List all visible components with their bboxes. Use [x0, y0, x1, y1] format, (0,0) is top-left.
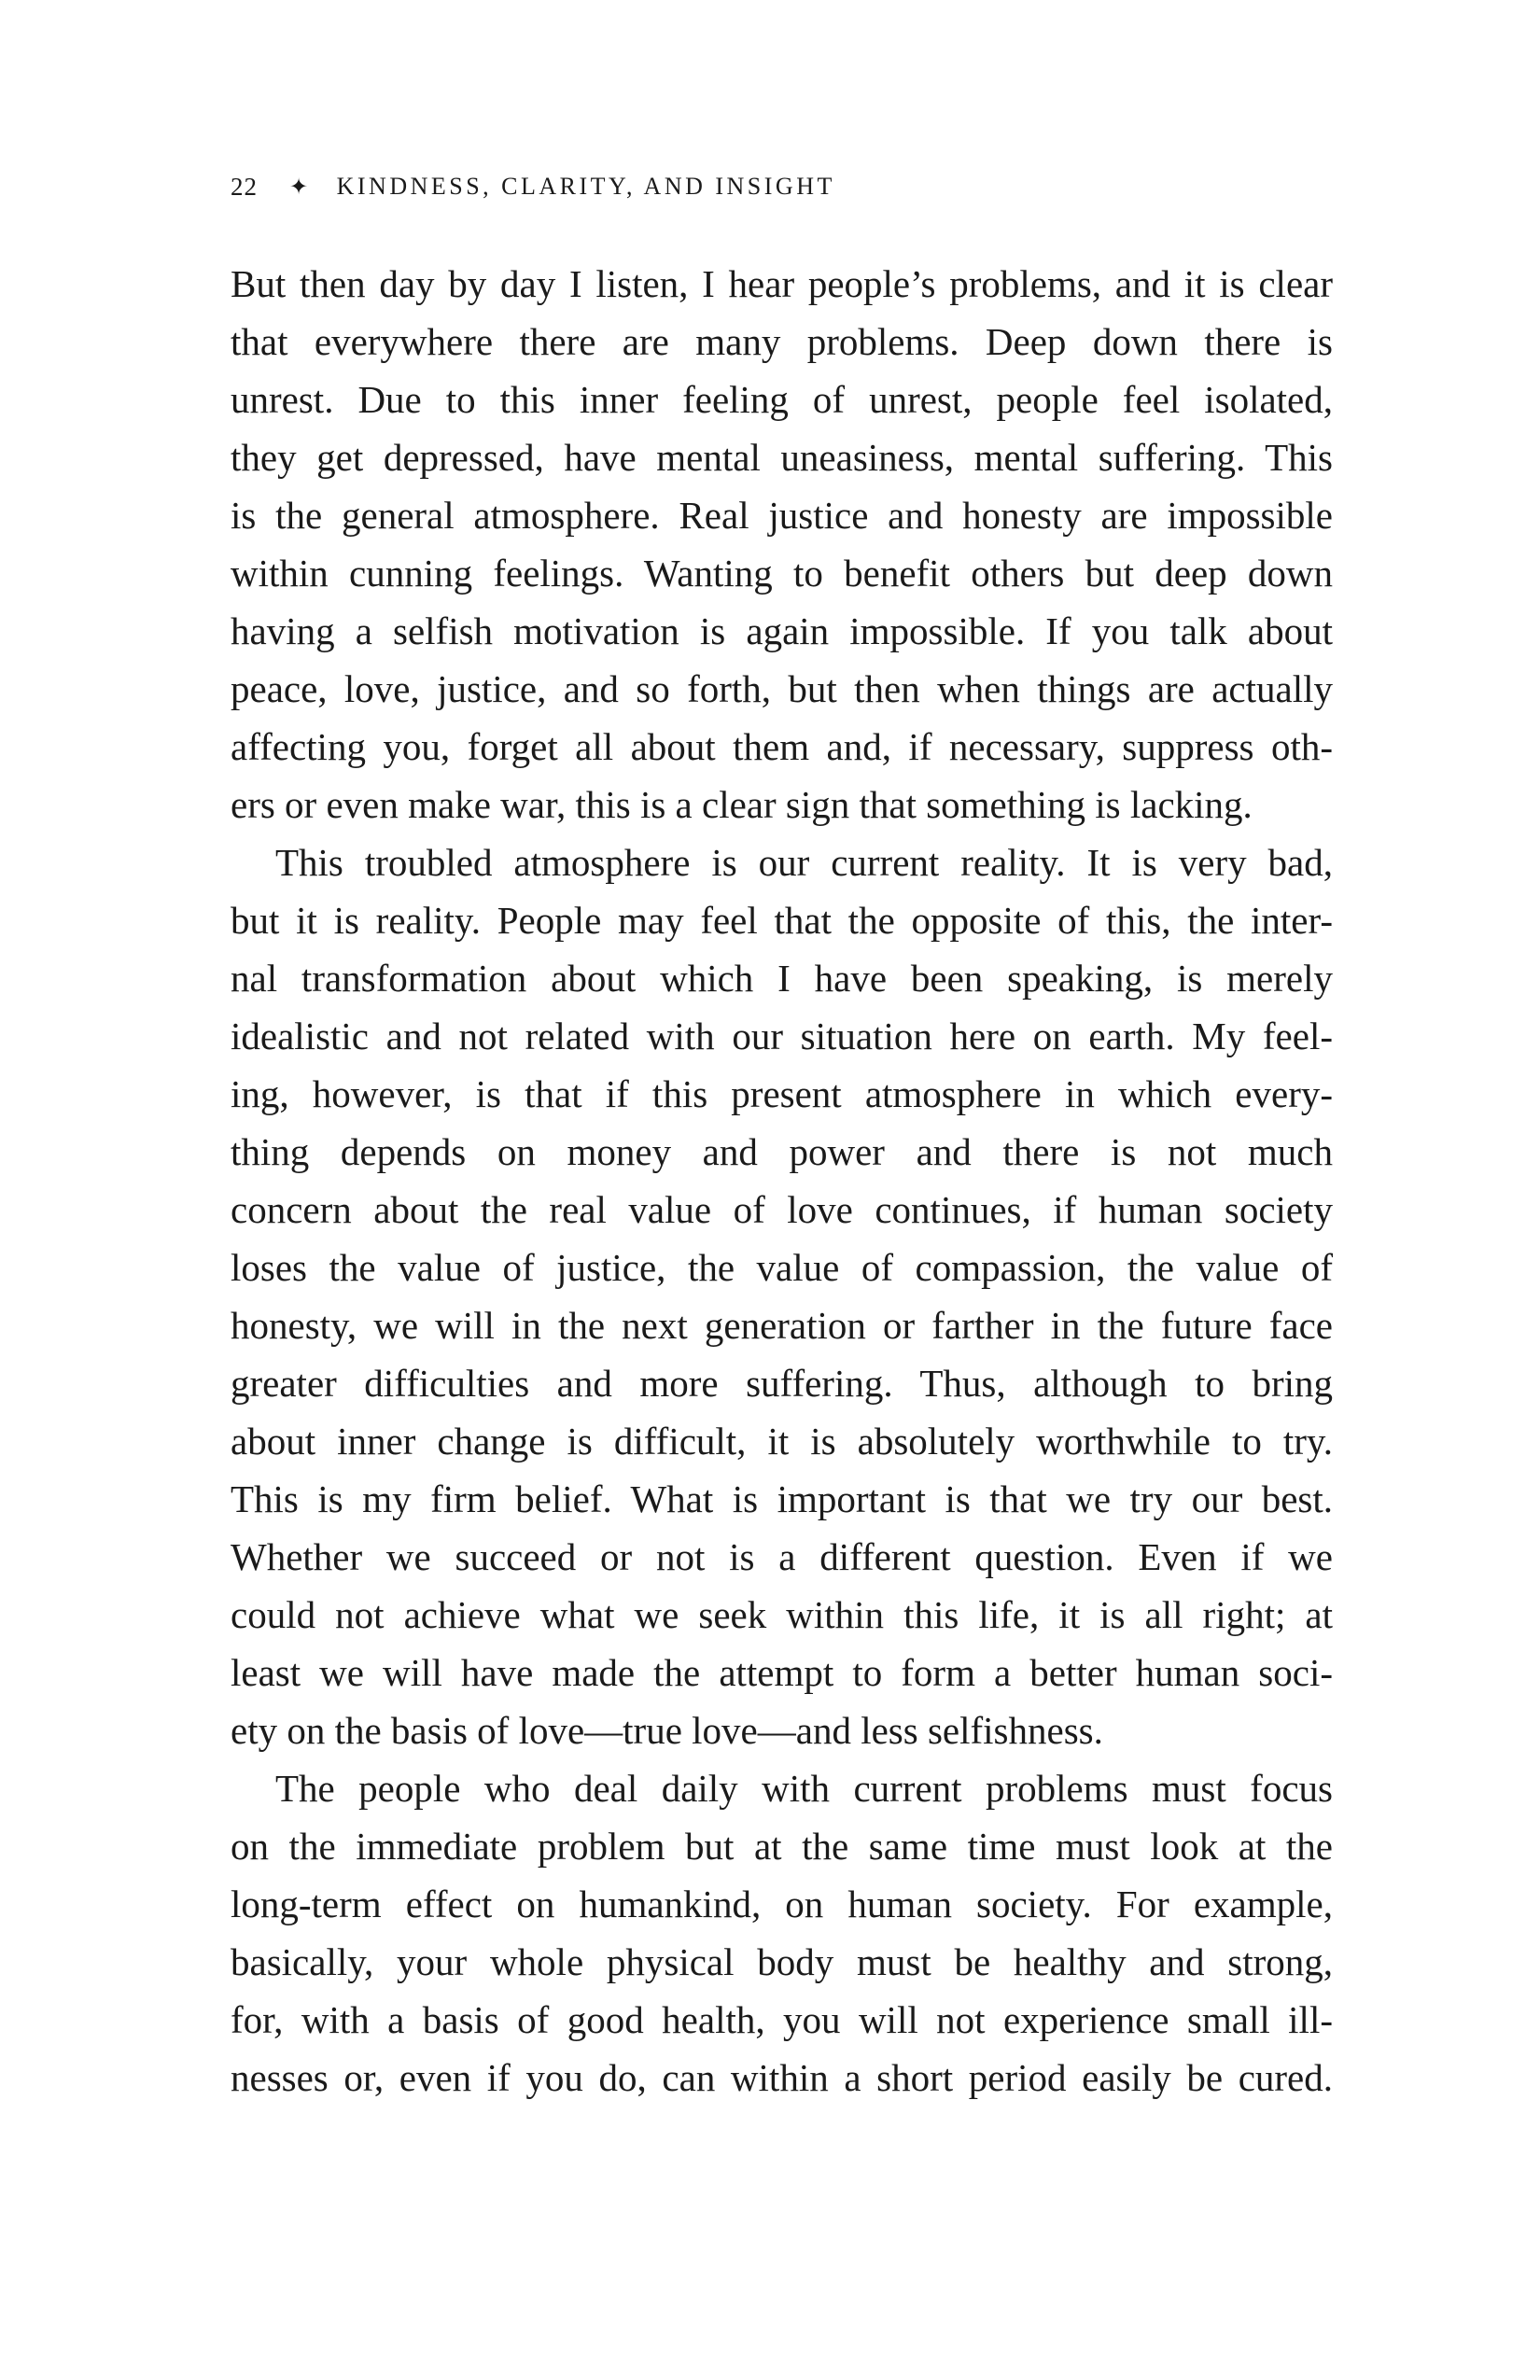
text-line: on the immediate problem but at the same time must look at the: [231, 1825, 1333, 1868]
text-line: nal transformation about which I have been speaking, is merely: [231, 957, 1333, 1000]
paragraph: [231, 1759, 1333, 2107]
text-line: honesty, we will in the next generation or farther in the future face: [231, 1304, 1333, 1347]
text-line: nesses or, even if you do, can within a short period easily be cured.: [231, 2056, 1333, 2099]
text-line: This is my firm belief. What is important is that we try our best.: [231, 1477, 1333, 1520]
paragraph: [231, 833, 1333, 1759]
body-text: [231, 255, 1333, 2107]
text-line: This troubled atmosphere is our current reality. It is very bad,: [275, 841, 1333, 884]
text-line: within cunning feelings. Wanting to benefit others but deep down: [231, 552, 1333, 595]
text-line: is the general atmosphere. Real justice and honesty are impossible: [231, 494, 1333, 537]
text-line: having a selfish motivation is again impossible. If you talk about: [231, 609, 1333, 652]
text-line: that everywhere there are many problems. Deep down there is: [231, 320, 1333, 363]
paragraph: [231, 255, 1333, 833]
page-number: 22: [231, 172, 258, 201]
running-title: KINDNESS, CLARITY, AND INSIGHT: [336, 173, 835, 200]
text-line: loses the value of justice, the value of compassion, the value of: [231, 1246, 1333, 1289]
text-line: ing, however, is that if this present atmosphere in which every-: [231, 1072, 1333, 1115]
text-line: long-term effect on humankind, on human society. For example,: [231, 1883, 1333, 1925]
text-line: The people who deal daily with current problems must focus: [275, 1767, 1333, 1810]
text-line: could not achieve what we seek within this life, it is all right; at: [231, 1593, 1333, 1636]
text-line: affecting you, forget all about them and, if necessary, suppress oth-: [231, 725, 1333, 768]
text-line: ety on the basis of love—true love—and less selfishness.: [231, 1709, 1103, 1752]
text-line: Whether we succeed or not is a different question. Even if we: [231, 1535, 1333, 1578]
text-line: least we will have made the attempt to form a better human soci-: [231, 1651, 1333, 1694]
text-line: unrest. Due to this inner feeling of unrest, people feel isolated,: [231, 378, 1333, 421]
text-line: idealistic and not related with our situation here on earth. My feel-: [231, 1015, 1333, 1057]
text-line: but it is reality. People may feel that the opposite of this, the inter-: [231, 899, 1333, 942]
text-line: concern about the real value of love continues, if human society: [231, 1188, 1333, 1231]
running-head: [231, 168, 835, 205]
text-line: thing depends on money and power and there is not much: [231, 1130, 1333, 1173]
text-line: greater difficulties and more suffering. Thus, although to bring: [231, 1362, 1333, 1405]
text-line: they get depressed, have mental uneasiness, mental suffering. This: [231, 436, 1333, 479]
text-line: for, with a basis of good health, you will not experience small ill-: [231, 1998, 1333, 2041]
text-line: ers or even make war, this is a clear sign that something is lacking.: [231, 783, 1253, 826]
text-line: But then day by day I listen, I hear people’s problems, and it is clear: [231, 262, 1333, 305]
ornament-star-icon: ✦: [289, 175, 309, 200]
text-line: peace, love, justice, and so forth, but then when things are actually: [231, 667, 1333, 710]
text-line: about inner change is difficult, it is absolutely worthwhile to try.: [231, 1420, 1333, 1463]
text-line: basically, your whole physical body must be healthy and strong,: [231, 1940, 1333, 1983]
